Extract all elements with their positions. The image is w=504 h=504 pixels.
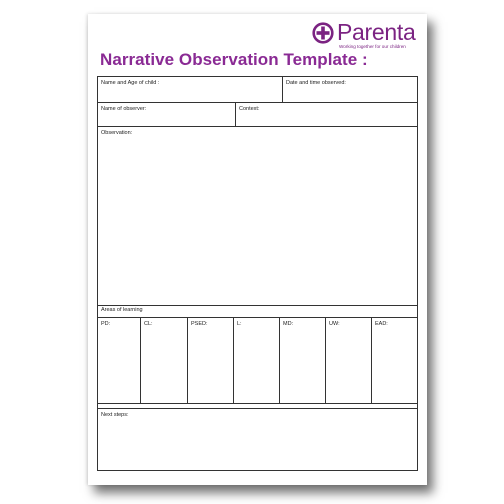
areas-row [98, 318, 417, 404]
child-name-age-field[interactable] [98, 77, 282, 102]
date-time-field[interactable] [282, 77, 417, 102]
area-label: MD: [283, 321, 294, 327]
areas-header [98, 306, 417, 318]
area-label: UW: [329, 321, 340, 327]
child-name-age-label: Name and Age of child : [101, 80, 160, 86]
observation-form [97, 76, 418, 471]
area-cell-ead[interactable] [371, 318, 417, 403]
area-cell-cl[interactable] [140, 318, 187, 403]
context-field[interactable] [235, 103, 417, 126]
next-steps-field[interactable] [98, 409, 417, 470]
area-cell-l[interactable] [233, 318, 279, 403]
row-child-date [98, 77, 417, 103]
observation-label: Observation: [101, 130, 133, 136]
next-steps-label: Next steps: [101, 412, 129, 418]
area-cell-uw[interactable] [325, 318, 371, 403]
page-title: Narrative Observation Template : [100, 50, 368, 69]
area-cell-md[interactable] [279, 318, 325, 403]
logo-name: Parenta [337, 19, 416, 45]
area-label: L: [237, 321, 242, 327]
observation-sheet [88, 14, 427, 485]
area-label: PD: [101, 321, 111, 327]
area-label: PSED: [191, 321, 208, 327]
area-cell-pd[interactable] [98, 318, 140, 403]
observer-label: Name of observer: [101, 106, 147, 112]
observation-field[interactable] [98, 127, 417, 306]
parenta-logo [312, 19, 422, 52]
area-cell-psed[interactable] [187, 318, 233, 403]
row-observer-context [98, 103, 417, 127]
area-label: EAD: [375, 321, 388, 327]
date-time-label: Date and time observed: [286, 80, 346, 86]
areas-label: Areas of learning [101, 307, 143, 313]
logo-tagline: Working together for our children [339, 44, 406, 49]
observer-field[interactable] [98, 103, 235, 126]
context-label: Context: [239, 106, 260, 112]
plus-circle-icon [312, 22, 334, 44]
area-label: CL: [144, 321, 153, 327]
